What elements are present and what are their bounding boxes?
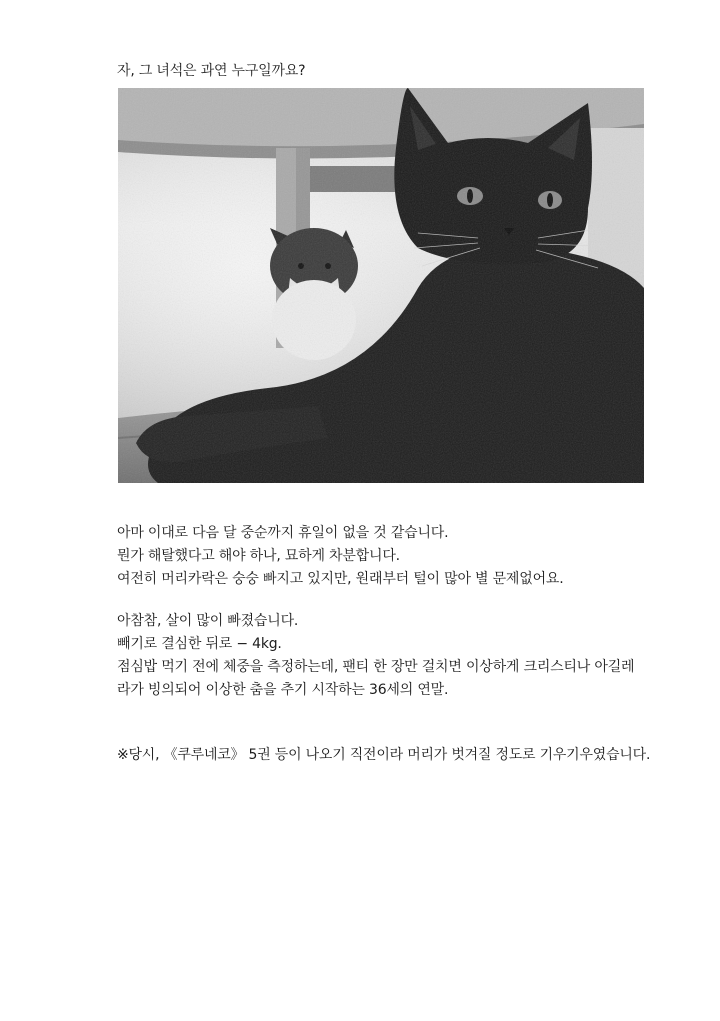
cat-photo-illustration: [118, 88, 644, 483]
paragraph2-line-2: 빼기로 결심한 뒤로 − 4kg.: [117, 636, 282, 652]
paragraph2-line-3: 점심밥 먹기 전에 체중을 측정하는데, 팬티 한 장만 걸치면 이상하게 크리스티나 아길레: [117, 659, 635, 675]
paragraph2-line-1: 아참참, 살이 많이 빠졌습니다.: [117, 613, 299, 629]
paragraph1-line-1: 아마 이대로 다음 달 중순까지 휴일이 없을 것 같습니다.: [117, 525, 449, 541]
intro-line: 자, 그 녀석은 과연 누구일까요?: [117, 63, 306, 79]
paragraph2-line-4: 라가 빙의되어 이상한 춤을 추기 시작하는 36세의 연말.: [117, 682, 449, 698]
paragraph1-line-3: 여전히 머리카락은 숭숭 빠지고 있지만, 원래부터 털이 많아 별 문제없어요.: [117, 571, 564, 587]
cat-photo: [118, 88, 644, 483]
footnote: ※당시, 《쿠루네코》 5권 등이 나오기 직전이라 머리가 벗겨질 정도로 기우기우였습니다.: [117, 747, 651, 763]
paragraph1-line-2: 뭔가 해탈했다고 해야 하나, 묘하게 차분합니다.: [117, 548, 400, 564]
